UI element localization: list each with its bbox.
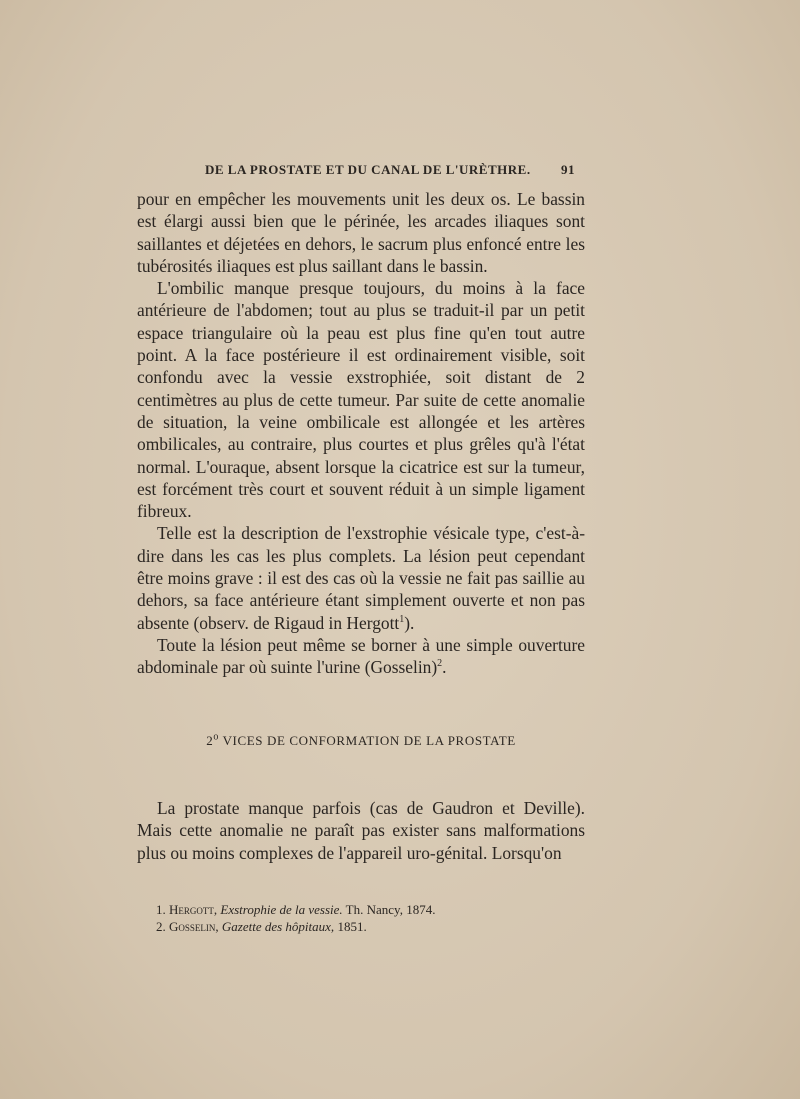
- footnote: [156, 918, 576, 935]
- section-heading: [137, 733, 585, 749]
- paragraph-text-tail: .: [442, 657, 447, 678]
- paragraph: L'ombilic manque presque toujours, du moins à la face antérieure de l'abdomen; tout au plus se traduit-il par un petit espace triangulaire où la peau est plus fine qu'en tout autre point. A la face postérieure il est ordinairement visible, soit confondu avec la vessie exstrophiée, soit distant de 2 centimètres au plus de cette tumeur. Par suite de cette anomalie de situation, la veine ombilicale est allongée et les artères ombilicales, au contraire, plus courtes et plus grêles qu'à l'état normal. L'ouraque, absent lorsque la cicatrice est sur la tumeur, est forcément très court et souvent réduit à un simple ligament fibreux.: [137, 278, 585, 522]
- footnote-details: Th. Nancy, 1874.: [342, 902, 436, 917]
- paragraph-text-tail: ).: [404, 612, 415, 633]
- section-title-text: VICES DE CONFORMATION DE LA PROSTATE: [222, 733, 516, 748]
- footnote-work: Exstrophie de la vessie.: [220, 902, 343, 917]
- paragraph: [137, 522, 585, 633]
- section-body: [137, 797, 585, 864]
- footnote-work: Gazette des hôpitaux,: [221, 919, 335, 934]
- footnote-ref[interactable]: 2: [437, 658, 443, 670]
- body-text: [137, 188, 585, 679]
- footnote-author: Hergott,: [169, 902, 218, 917]
- paragraph-text: Toute la lésion peut même se borner à une simple ouverture abdominale par où suinte l'urine (Gosselin): [137, 634, 585, 678]
- footnote-author: Gosselin,: [169, 919, 219, 934]
- running-header: [205, 162, 575, 178]
- paragraph-text: Telle est la description de l'exstrophie vésicale type, c'est-à-dire dans les cas les plus complets. La lésion peut cependant être moins grave : il est des cas où la vessie ne fait pas saillie au dehors, sa face antérieure étant simplement ouverte et non pas absente (observ. de Rigaud in Hergott: [137, 523, 585, 633]
- footnotes: [156, 901, 576, 935]
- paragraph: La prostate manque parfois (cas de Gaudron et Deville). Mais cette anomalie ne paraît pas exister sans malformations plus ou moins complexes de l'appareil uro-génital. Lorsqu'on: [137, 798, 585, 863]
- running-title: DE LA PROSTATE ET DU CANAL DE L'URÈTHRE.: [205, 162, 531, 177]
- footnote: [156, 901, 576, 918]
- footnote-ref[interactable]: 1: [399, 613, 405, 625]
- footnote-number: 1.: [156, 902, 166, 917]
- footnote-details: 1851.: [334, 919, 367, 934]
- page-number: 91: [561, 162, 575, 177]
- footnote-number: 2.: [156, 919, 166, 934]
- paragraph: pour en empêcher les mouvements unit les deux os. Le bassin est élargi aussi bien que le périnée, les arcades iliaques sont saillantes et déjetées en dehors, le sacrum plus enfoncé entre les tubérosités iliaques est plus saillant dans le bassin.: [137, 189, 585, 276]
- paragraph: [137, 634, 585, 679]
- section-number: 2: [206, 733, 214, 748]
- section-degree: o: [213, 731, 219, 743]
